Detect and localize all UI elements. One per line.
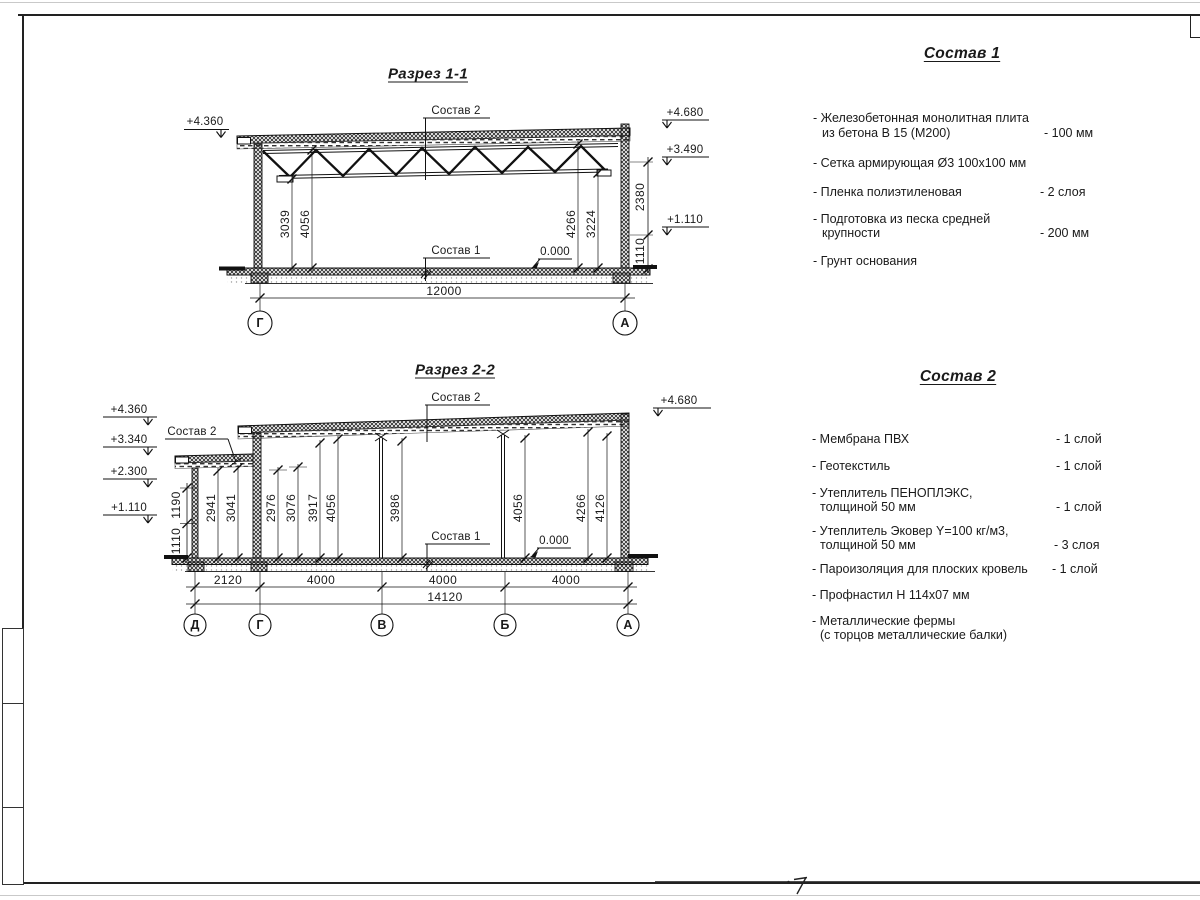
s1-axis-label-a: А: [620, 316, 630, 330]
s2-elev-left-4: +1.110: [111, 502, 147, 514]
margin-cell-2: [2, 703, 24, 809]
s2-sostav1-label: Состав 1: [431, 531, 481, 543]
s2-zero-mark: 0.000: [539, 535, 569, 547]
s1-elev-right-top: +4.680: [666, 107, 704, 119]
s1-roof-beam-end: [238, 138, 251, 145]
s1-footing-left: [251, 273, 268, 283]
sostav2-item-5-value: - 1 слой: [1052, 562, 1098, 576]
s1-elev-right-low: +1.110: [667, 214, 703, 226]
sostav2-item-2-value: - 1 слой: [1056, 459, 1102, 473]
s2-axis-label-g: Г: [256, 618, 264, 632]
s2-elev-left-2: +3.340: [110, 434, 148, 446]
sostav2-item-1-value: - 1 слой: [1056, 432, 1102, 446]
sostav1-item-1-line1: - Железобетонная монолитная плита: [813, 111, 1029, 125]
s2-dim-14120: 14120: [427, 590, 463, 604]
sostav2-item-6-line1: - Профнастил Н 114х07 мм: [812, 588, 970, 602]
s2-roof-beam-end: [239, 427, 252, 434]
s2-elev-right: +4.680: [660, 395, 698, 407]
s1-dim-3224: 3224: [584, 209, 598, 239]
handwritten-page-mark: [787, 878, 807, 895]
s1-dim-12000: 12000: [426, 284, 462, 298]
s2-dim-1110: 1110: [169, 527, 183, 555]
section-1-1-drawing: [184, 118, 709, 335]
s1-sostav1-label: Состав 1: [431, 245, 481, 257]
sostav2-item-4-value: - 3 слоя: [1054, 538, 1100, 552]
s1-dim-2380: 2380: [633, 182, 647, 212]
s2-sostav2-annex-label: Состав 2: [167, 426, 217, 438]
frame-top: [18, 14, 1200, 16]
s2-dim-4000a: 4000: [306, 573, 336, 587]
sostav2-item-3-value: - 1 слой: [1056, 500, 1102, 514]
s2-wall-g: [253, 433, 261, 558]
s2-dim-2120: 2120: [213, 573, 243, 587]
frame-bottom: [2, 882, 1200, 884]
s1-zero-mark: 0.000: [540, 246, 570, 258]
s2-axis-label-b: Б: [500, 618, 510, 632]
frame-corner-cell: [1190, 15, 1200, 38]
sostav2-item-7-line2: (с торцов металлические балки): [820, 628, 1008, 642]
s1-elev-left: +4.360: [186, 116, 224, 128]
sostav2-item-2-line1: - Геотекстиль: [812, 459, 891, 473]
sheet-top-edge: [0, 2, 1200, 3]
s1-wall-right: [621, 124, 629, 268]
sostav1-item-2-line1: - Сетка армирующая Ø3 100x100 мм: [813, 156, 1027, 170]
s2-footing-d: [188, 562, 204, 572]
s2-hdim-5: 4056: [324, 493, 338, 523]
sostav1-item-3-value: - 2 слоя: [1040, 185, 1086, 199]
s1-dim-4266: 4266: [564, 209, 578, 239]
sostav2-heading: Состав 2: [919, 368, 997, 385]
s2-dim-1190: 1190: [169, 491, 183, 519]
s2-column-v: [375, 433, 387, 558]
sostav2-item-3-line2: толщиной 50 мм: [820, 500, 916, 514]
s2-elev-left-1: +4.360: [110, 404, 148, 416]
margin-cell-3: [2, 807, 24, 885]
s2-hdim-6: 3986: [388, 493, 402, 523]
s2-footing-a: [615, 562, 633, 572]
s1-truss: [263, 144, 618, 183]
s1-dim-1110: 1110: [633, 237, 647, 265]
s2-hdim-9: 4126: [593, 493, 607, 523]
s1-wall-left: [254, 144, 262, 268]
sostav2-item-4-line2: толщиной 50 мм: [820, 538, 916, 552]
s1-axis-label-g: Г: [256, 316, 264, 330]
s1-dim-3039: 3039: [278, 209, 292, 239]
sostav2-item-5-line1: - Пароизоляция для плоских кровель: [812, 562, 1028, 576]
s1-floor-sand: [227, 275, 650, 283]
sostav2-item-4-line1: - Утеплитель Эковер Y=100 кг/м3,: [812, 524, 1009, 538]
sostav1-item-5-line1: - Грунт основания: [813, 254, 918, 268]
s2-hdim-2: 2976: [264, 493, 278, 523]
s2-hdim-3: 3076: [284, 493, 298, 523]
sostav1-item-4-value: - 200 мм: [1040, 226, 1090, 240]
sostav1-heading: Состав 1: [923, 45, 1001, 62]
s2-column-b: [497, 430, 509, 558]
margin-cell-1: [2, 628, 24, 705]
sostav1-item-1-value: - 100 мм: [1044, 126, 1094, 140]
s2-floor-slab: [172, 558, 648, 565]
section-1-1-title: Разрез 1-1: [387, 65, 469, 83]
s2-axis-label-d: Д: [190, 618, 200, 632]
s1-dim-4056: 4056: [298, 209, 312, 239]
sostav1-item-4-line1: - Подготовка из песка средней: [813, 212, 991, 226]
sostav1-item-1-line2: из бетона В 15 (М200): [822, 126, 951, 140]
s2-hdim-7: 4056: [511, 493, 525, 523]
s2-annex-beam-end: [176, 457, 189, 463]
sostav2-item-1-line1: - Мембрана ПВХ: [812, 432, 910, 446]
s2-dim-4000c: 4000: [551, 573, 581, 587]
s2-floor-sand: [172, 565, 648, 572]
s2-hdim-4: 3917: [306, 493, 320, 523]
section-2-2-drawing: [103, 405, 711, 636]
s2-hdim-0: 2941: [204, 493, 218, 523]
s2-hdim-8: 4266: [574, 493, 588, 523]
s2-hdim-1: 3041: [224, 493, 238, 523]
s2-elev-left-3: +2.300: [110, 466, 148, 478]
sostav1-item-3-line1: - Пленка полиэтиленовая: [813, 185, 962, 199]
s2-zero-leader: [530, 548, 571, 558]
s2-sostav2-label: Состав 2: [431, 392, 481, 404]
s2-dim-4000b: 4000: [428, 573, 458, 587]
s1-footing-right: [613, 273, 630, 283]
s2-footing-g: [251, 562, 267, 572]
sostav2-item-3-line1: - Утеплитель ПЕНОПЛЭКС,: [812, 486, 973, 500]
s1-elev-right-mid: +3.490: [666, 144, 704, 156]
s2-axis-label-v: В: [377, 618, 387, 632]
s1-zero-leader: [531, 259, 572, 269]
s2-wall-d: [192, 468, 198, 558]
sheet-bottom-edge: [0, 895, 1200, 896]
section-2-2-title: Разрез 2-2: [414, 361, 496, 379]
s2-wall-a: [621, 414, 629, 558]
sostav1-item-4-line2: крупности: [822, 226, 881, 240]
s1-sostav2-label: Состав 2: [431, 105, 481, 117]
sostav2-item-7-line1: - Металлические фермы: [812, 614, 956, 628]
s2-axis-label-a: А: [623, 618, 633, 632]
